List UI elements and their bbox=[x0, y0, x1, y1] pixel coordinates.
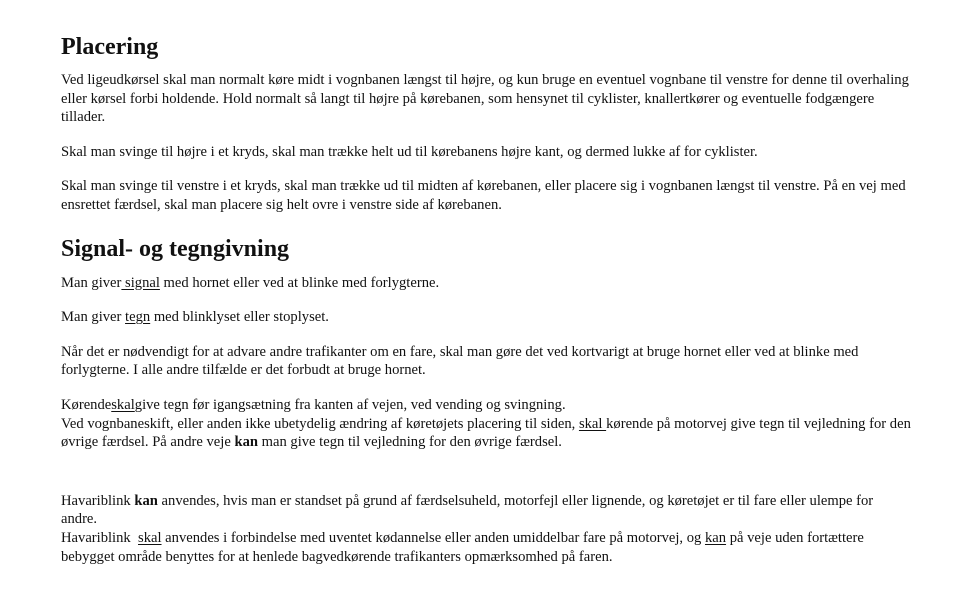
underlined-skal-3: skal bbox=[138, 529, 162, 546]
paragraph-svinge-venstre: Skal man svinge til venstre i et kryds, skal man trække ud til midten af kørebanen, eller placere sig i vognbanen længst til venstre. På en vej med ensrettet færdsel, skal man placere sig helt ovre i venstre side af kørebanen. bbox=[61, 178, 906, 213]
underlined-skal-2: skal bbox=[578, 415, 607, 432]
paragraph-tegn: Man giver tegn med blinklyset eller stoplyset. bbox=[61, 309, 329, 326]
underlined-kan: kan bbox=[704, 529, 727, 546]
underlined-skal: skal bbox=[111, 396, 135, 413]
heading-placering: Placering bbox=[61, 34, 159, 60]
underlined-signal: signal bbox=[121, 274, 160, 291]
paragraph-svinge-hoejre: Skal man svinge til højre i et kryds, skal man trække helt ud til kørebanens højre kant, og dermed lukke af for cyklister. bbox=[61, 143, 758, 160]
heading-signal-tegngivning: Signal- og tegngivning bbox=[61, 235, 290, 262]
document-page bbox=[61, 33, 911, 566]
paragraph-koerende-skal: Kørendeskalgive tegn før igangsætning fra kanten af vejen, ved vending og svingning. bbox=[61, 396, 566, 413]
paragraph-advare: Når det er nødvendigt for at advare andre trafikanter om en fare, skal man gøre det ved kortvarigt at bruge hornet eller ved at blinke med forlygterne. I alle andre tilfælde er det forbudt at bruge hornet. bbox=[61, 343, 859, 379]
paragraph-havariblink-kan: Havariblink kan anvendes, hvis man er standset på grund af færdselsuheld, motorfejl eller lignende, og køretøjet er til fare eller ulempe for andre. bbox=[61, 492, 874, 528]
bold-kan-2: kan bbox=[134, 492, 158, 509]
paragraph-vognbaneskift: Ved vognbaneskift, eller anden ikke ubetydelig ændring af køretøjets placering til siden, skal kørende på motorvej give tegn til vejledning for den øvrige færdsel. På andre veje kan man give tegn til vejledning for den øvrige færdsel. bbox=[61, 415, 911, 451]
paragraph-signal: Man giver signal med hornet eller ved at blinke med forlygterne. bbox=[61, 274, 440, 291]
paragraph-havariblink-skal: Havariblink skal anvendes i forbindelse med uventet kødannelse eller anden umiddelbar fare på motorvej, og kan på veje uden fortættere bebygget område benyttes for at henlede bagvedkørende trafikanters opmærksomhed på faren. bbox=[61, 529, 864, 565]
bold-kan: kan bbox=[234, 434, 258, 451]
paragraph-ligeudkoersel: Ved ligeudkørsel skal man normalt køre midt i vognbanen længst til højre, og kun bruge en eventuel vognbane til venstre for denne til overhaling eller kørsel forbi holdende. Hold normalt så langt til højre på kørebanen, som hensynet til cyklister, knallertkører og eventuelle fodgængere tillader. bbox=[61, 72, 909, 126]
underlined-tegn: tegn bbox=[125, 309, 151, 326]
